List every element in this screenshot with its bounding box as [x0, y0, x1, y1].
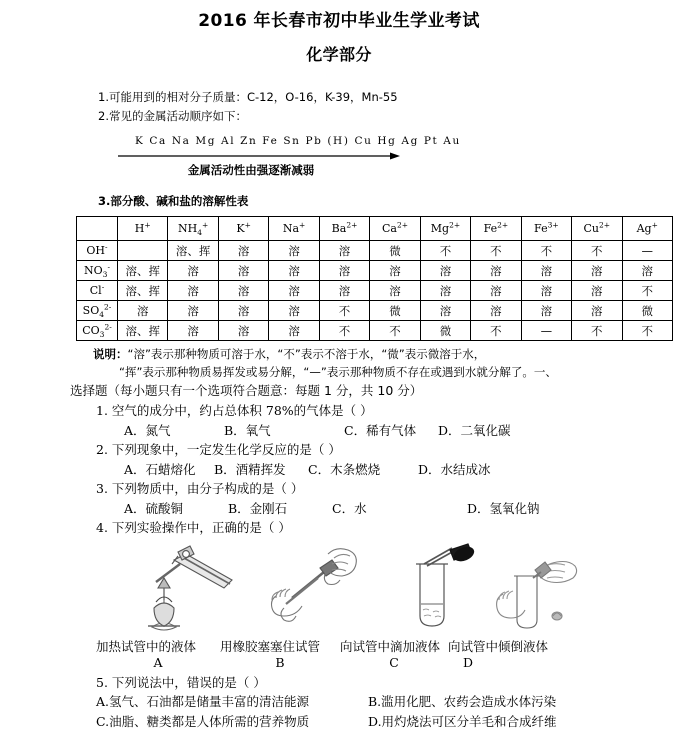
test-tube-heating-icon — [134, 542, 252, 634]
preamble-line-2: 2.常见的金属活动顺序如下： — [98, 107, 678, 126]
table-column-header: K+ — [218, 217, 268, 241]
table-body — [77, 241, 673, 341]
table-cell: 不 — [370, 321, 420, 341]
table-cell: 溶 — [521, 261, 571, 281]
arrow-right-icon — [118, 152, 400, 161]
figure-b — [252, 542, 382, 636]
question-option: B．氧气 — [224, 421, 344, 441]
table-column-header: $Cu^{2+}$ — [572, 217, 622, 241]
table-cell: — — [622, 241, 672, 261]
question-option: B．酒精挥发 — [214, 460, 308, 480]
question-stem: 4. 下列实验操作中，正确的是（ ） — [96, 518, 678, 538]
table-cell: 不 — [572, 321, 622, 341]
table-row-header: $NO_3^-$ — [77, 261, 118, 281]
table-cell: 溶 — [521, 301, 571, 321]
table-column-header: $Mg^{2+}$ — [420, 217, 470, 241]
dropper-test-tube-icon — [394, 542, 480, 634]
question-option: A．硫酸铜 — [124, 499, 228, 519]
question-option: D．二氧化碳 — [438, 421, 511, 441]
table-column-header: $Fe^{2+}$ — [471, 217, 521, 241]
table-row — [77, 241, 673, 261]
table-row-header: $SO_4^{2-}$ — [77, 301, 118, 321]
figure-caption: 向试管中滴加液体 — [340, 638, 448, 655]
table-cell: 溶 — [622, 261, 672, 281]
question-option: A．氮气 — [124, 421, 224, 441]
figure-letters — [96, 655, 678, 671]
table-column-header: Na+ — [269, 217, 319, 241]
table-cell: 溶、挥 — [118, 261, 168, 281]
table-cell: 微 — [622, 301, 672, 321]
table-cell: 溶 — [269, 321, 319, 341]
table-cell: 溶、挥 — [118, 321, 168, 341]
table-cell: 不 — [420, 241, 470, 261]
question-5-options-row-2 — [96, 712, 678, 731]
rubber-stopper-icon — [262, 542, 372, 634]
explanation-line-2: “挥”表示那种物质易挥发或易分解，“—”表示那种物质不存在或遇到水就分解了。一、 — [119, 364, 557, 382]
exam-page — [0, 9, 678, 718]
table-cell: 溶 — [420, 261, 470, 281]
table-corner-cell — [77, 217, 118, 241]
explanation-label: 说明： — [93, 347, 128, 361]
table-cell: 微 — [370, 241, 420, 261]
question-option: D．水结成冰 — [418, 460, 491, 480]
question-options — [124, 421, 678, 441]
table-cell: 不 — [471, 321, 521, 341]
table-cell: 溶 — [471, 301, 521, 321]
solubility-table — [76, 216, 673, 341]
questions-list — [96, 401, 678, 538]
table-cell: 溶、挥 — [168, 241, 218, 261]
table-cell: 溶 — [118, 301, 168, 321]
metal-activity-series — [0, 135, 678, 191]
table-row — [77, 261, 673, 281]
figure-caption: 向试管中倾倒液体 — [448, 638, 548, 655]
question-option: C．水 — [332, 499, 467, 519]
question-5-option-a: A.氢气、石油都是储量丰富的清洁能源 — [96, 692, 368, 712]
page-subtitle: 化学部分 — [0, 44, 678, 66]
question-option: C．稀有气体 — [344, 421, 438, 441]
table-cell: 溶 — [471, 261, 521, 281]
question-5-option-b: B.滥用化肥、农药会造成水体污染 — [368, 694, 556, 709]
figure-caption: 加热试管中的液体 — [96, 638, 220, 655]
table-explanation — [93, 346, 673, 381]
table-row — [77, 321, 673, 341]
activity-series-symbols: K Ca Na Mg Al Zn Fe Sn Pb (H) Cu Hg Ag Pt Au — [135, 135, 461, 147]
table-cell: 溶 — [168, 301, 218, 321]
figure-letter: A — [96, 655, 220, 671]
table-header-row — [77, 217, 673, 241]
table-cell: 溶 — [269, 301, 319, 321]
table-cell: 溶 — [168, 261, 218, 281]
table-cell: 溶 — [168, 281, 218, 301]
table-cell: 溶 — [269, 241, 319, 261]
table-cell: 溶 — [471, 281, 521, 301]
table-cell: 溶 — [218, 261, 268, 281]
table-cell — [118, 241, 168, 261]
table-cell: 溶 — [521, 281, 571, 301]
figure-captions — [96, 638, 678, 655]
table-row — [77, 301, 673, 321]
table-cell: 溶 — [269, 281, 319, 301]
question-5 — [96, 673, 678, 731]
table-cell: — — [521, 321, 571, 341]
table-cell: 溶 — [572, 301, 622, 321]
table-cell: 溶 — [269, 261, 319, 281]
table-column-header: $Ba^{2+}$ — [319, 217, 369, 241]
table-cell: 不 — [471, 241, 521, 261]
activity-series-caption: 金属活动性由强逐渐减弱 — [0, 162, 502, 178]
table-cell: 溶 — [370, 281, 420, 301]
figure-letter: B — [220, 655, 340, 671]
table-cell: 不 — [319, 301, 369, 321]
question-stem: 3. 下列物质中，由分子构成的是（ ） — [96, 479, 678, 499]
table-cell: 溶 — [218, 281, 268, 301]
question-5-option-c: C.油脂、糖类都是人体所需的营养物质 — [96, 712, 368, 731]
question-5-option-d: D.用灼烧法可区分羊毛和合成纤维 — [368, 714, 557, 729]
figure-caption: 用橡胶塞塞住试管 — [220, 638, 340, 655]
table-cell: 溶 — [420, 281, 470, 301]
table-row-header: $CO_3^{2-}$ — [77, 321, 118, 341]
pouring-liquid-icon — [483, 542, 603, 634]
table-cell: 不 — [622, 321, 672, 341]
question-options — [124, 499, 678, 519]
figure-a — [128, 542, 258, 636]
table-cell: 溶 — [572, 281, 622, 301]
table-cell: 不 — [572, 241, 622, 261]
question-5-stem: 5. 下列说法中，错误的是（ ） — [96, 673, 678, 693]
page-title: 2016 年长春市初中毕业生学业考试 — [0, 9, 678, 33]
section-heading-choice: 选择题（每小题只有一个选项符合题意：每题 1 分，共 10 分） — [70, 381, 678, 400]
table-row-header: OH- — [77, 241, 118, 261]
table-cell: 不 — [319, 321, 369, 341]
question-options — [124, 460, 678, 480]
table-cell: 溶 — [218, 321, 268, 341]
solubility-table-heading: 3.部分酸、碱和盐的溶解性表 — [98, 193, 678, 209]
table-cell: 微 — [420, 321, 470, 341]
table-cell: 不 — [521, 241, 571, 261]
explanation-line-1: “溶”表示那种物质可溶于水，“不”表示不溶于水，“微”表示微溶于水， — [128, 347, 486, 361]
table-cell: 微 — [370, 301, 420, 321]
table-column-header: Ag+ — [622, 217, 672, 241]
figure-letter: D — [448, 655, 488, 671]
table-cell: 溶 — [420, 301, 470, 321]
question-stem: 1. 空气的成分中，约占总体积 78%的气体是（ ） — [96, 401, 678, 421]
table-column-header: H+ — [118, 217, 168, 241]
table-cell: 溶 — [319, 281, 369, 301]
question-stem: 2. 下列现象中，一定发生化学反应的是（ ） — [96, 440, 678, 460]
preamble-notes — [98, 88, 678, 126]
table-cell: 溶、挥 — [118, 281, 168, 301]
table-cell: 溶 — [572, 261, 622, 281]
table-column-header: $Fe^{3+}$ — [521, 217, 571, 241]
question-option: C．木条燃烧 — [308, 460, 418, 480]
table-cell: 不 — [622, 281, 672, 301]
question-option: B．金刚石 — [228, 499, 332, 519]
figure-d — [478, 542, 608, 636]
preamble-line-1: 1.可能用到的相对分子质量：C-12，O-16，K-39，Mn-55 — [98, 88, 678, 107]
apparatus-figures — [0, 542, 678, 638]
table-cell: 溶 — [319, 261, 369, 281]
question-option: A．石蜡熔化 — [124, 460, 214, 480]
table-cell: 溶 — [319, 241, 369, 261]
table-row-header: Cl- — [77, 281, 118, 301]
figure-letter: C — [340, 655, 448, 671]
table-cell: 溶 — [218, 241, 268, 261]
table-cell: 溶 — [168, 321, 218, 341]
table-column-header: $Ca^{2+}$ — [370, 217, 420, 241]
table-row — [77, 281, 673, 301]
question-option: D．氢氧化钠 — [467, 499, 540, 519]
table-column-header: $NH_4^+$ — [168, 217, 218, 241]
table-cell: 溶 — [218, 301, 268, 321]
table-cell: 溶 — [370, 261, 420, 281]
